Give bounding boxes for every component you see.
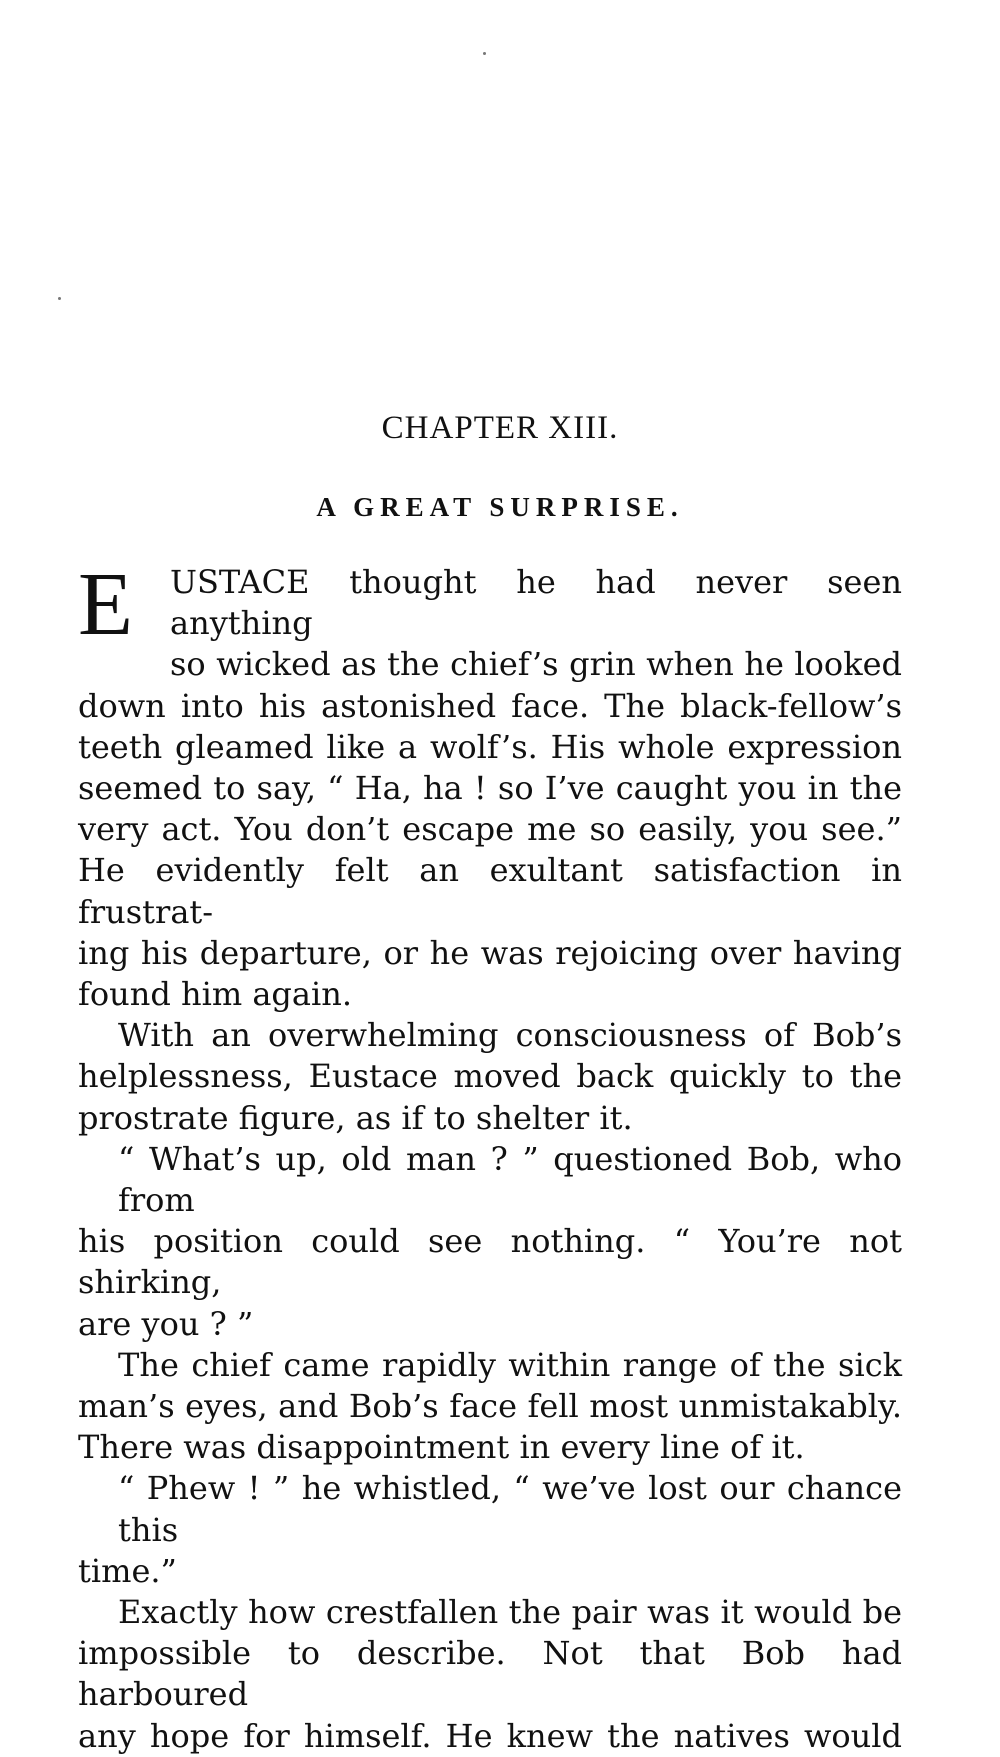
chapter-body (78, 555, 902, 1757)
text-line: very act. You don’t escape me so easily, you see.” (78, 810, 902, 849)
text-line: any hope for himself. He knew the natives would (78, 1716, 902, 1755)
paper-speck (483, 52, 486, 55)
text-line: are you ? ” (78, 1304, 254, 1343)
text-line: “ What’s up, old man ? ” questioned Bob, who from (118, 1139, 902, 1220)
text-line: USTACE thought he had never seen anything (170, 563, 902, 643)
text-line: With an overwhelming consciousness of Bob’s (118, 1016, 902, 1055)
text-line: found him again. (78, 975, 352, 1014)
text-line: down into his astonished face. The black-fellow’s (78, 686, 902, 725)
text-line: “ Phew ! ” he whistled, “ we’ve lost our chance this (118, 1469, 902, 1549)
text-line: prostrate figure, as if to shelter it. (78, 1098, 633, 1137)
text-line: his position could see nothing. “ You’re not shirking, (78, 1222, 902, 1302)
text-line: There was disappointment in every line of it. (78, 1428, 805, 1467)
text-line: impossible to describe. Not that Bob had harboured (78, 1634, 902, 1714)
text-line: man’s eyes, and Bob’s face fell most unmistakably. (78, 1387, 902, 1426)
text-line: ing his departure, or he was rejoicing over having (78, 933, 902, 972)
text-line: The chief came rapidly within range of the sick (118, 1345, 902, 1384)
drop-cap: E (78, 555, 133, 654)
text-line: teeth gleamed like a wolf’s. His whole expression (78, 727, 902, 766)
paragraph (78, 1015, 902, 1139)
text-line: seemed to say, “ Ha, ha ! so I’ve caught you in the (78, 769, 902, 808)
text-line: He evidently felt an exultant satisfaction in frustrat- (78, 851, 902, 931)
text-line: Exactly how crestfallen the pair was it would be (118, 1593, 902, 1632)
paragraph (78, 1345, 902, 1469)
text-line: so wicked as the chief’s grin when he looked (170, 645, 902, 684)
text-line: helplessness, Eustace moved back quickly to the (78, 1057, 902, 1096)
text-line: time.” (78, 1551, 177, 1590)
chapter-title: CHAPTER XIII. (381, 410, 619, 446)
paragraph (78, 1468, 902, 1592)
paragraph (78, 1139, 902, 1345)
paragraph (78, 555, 902, 1015)
chapter-subtitle: A GREAT SURPRISE. (316, 492, 684, 522)
paper-speck (58, 297, 61, 300)
paragraph (78, 1592, 902, 1757)
